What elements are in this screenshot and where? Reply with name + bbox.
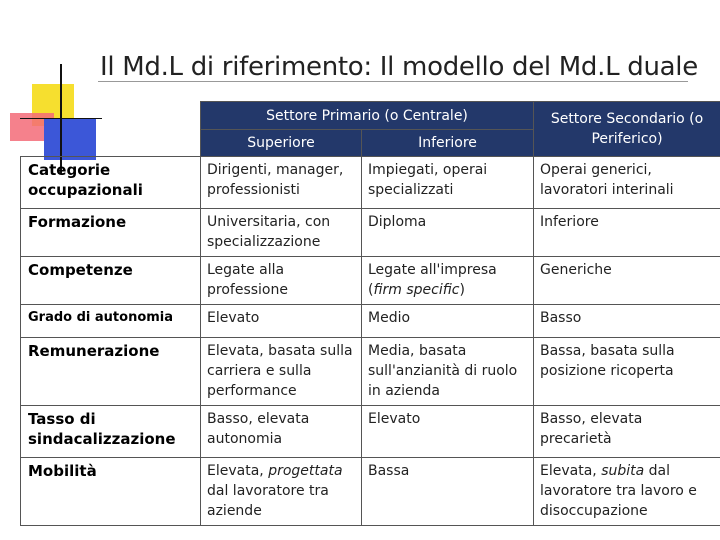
mobility-superiore-text: Elevata, progettata dal lavoratore tra aziende xyxy=(207,463,343,519)
cell-secondario xyxy=(534,458,720,526)
row-label: Remunerazione xyxy=(21,338,201,406)
cell-superiore: Dirigenti, manager, professionisti xyxy=(201,157,362,209)
cell-inferiore: Medio xyxy=(362,305,534,338)
cell-secondario: Generiche xyxy=(534,257,720,305)
row-label: Categorie occupazionali xyxy=(21,157,201,209)
cell-inferiore: Media, basata sull'anzianità di ruolo in azienda xyxy=(362,338,534,406)
table-row xyxy=(21,338,720,406)
cell-inferiore: Diploma xyxy=(362,209,534,257)
table-row xyxy=(21,257,720,305)
cell-secondario: Basso, elevata precarietà xyxy=(534,406,720,458)
table-corner xyxy=(21,102,201,130)
slide-title: Il Md.L di riferimento: Il modello del Md.L duale xyxy=(100,52,698,82)
cell-superiore: Elevato xyxy=(201,305,362,338)
mobility-secondario-text: Elevata, subita dal lavoratore tra lavoro e disoccupazione xyxy=(540,463,697,519)
table-row xyxy=(21,406,720,458)
table-row xyxy=(21,458,720,526)
row-label: Formazione xyxy=(21,209,201,257)
header-inferiore: Inferiore xyxy=(362,130,534,157)
table-row xyxy=(21,209,720,257)
cell-superiore: Universitaria, con specializzazione xyxy=(201,209,362,257)
cell-superiore: Elevata, basata sulla carriera e sulla performance xyxy=(201,338,362,406)
cell-inferiore: Impiegati, operai specializzati xyxy=(362,157,534,209)
cell-secondario: Bassa, basata sulla posizione ricoperta xyxy=(534,338,720,406)
row-label: Grado di autonomia xyxy=(21,305,201,338)
table-row xyxy=(21,305,720,338)
cell-inferiore: Bassa xyxy=(362,458,534,526)
row-label: Tasso di sindacalizzazione xyxy=(21,406,201,458)
row-label: Mobilità xyxy=(21,458,201,526)
cell-superiore xyxy=(201,458,362,526)
cell-secondario: Inferiore xyxy=(534,209,720,257)
cell-secondario: Operai generici, lavoratori interinali xyxy=(534,157,720,209)
cell-secondario: Basso xyxy=(534,305,720,338)
cell-superiore: Legate alla professione xyxy=(201,257,362,305)
cell-inferiore: Elevato xyxy=(362,406,534,458)
header-secondary-sector: Settore Secondario (o Periferico) xyxy=(534,102,720,157)
row-label: Competenze xyxy=(21,257,201,305)
header-primary-sector: Settore Primario (o Centrale) xyxy=(201,102,534,130)
table-corner-2 xyxy=(21,130,201,157)
header-superiore: Superiore xyxy=(201,130,362,157)
cell-superiore: Basso, elevata autonomia xyxy=(201,406,362,458)
table-row xyxy=(21,157,720,209)
cell-inferiore xyxy=(362,257,534,305)
firm-specific-text: Legate all'impresa (firm specific) xyxy=(368,262,497,298)
dual-labour-market-table xyxy=(20,101,720,526)
